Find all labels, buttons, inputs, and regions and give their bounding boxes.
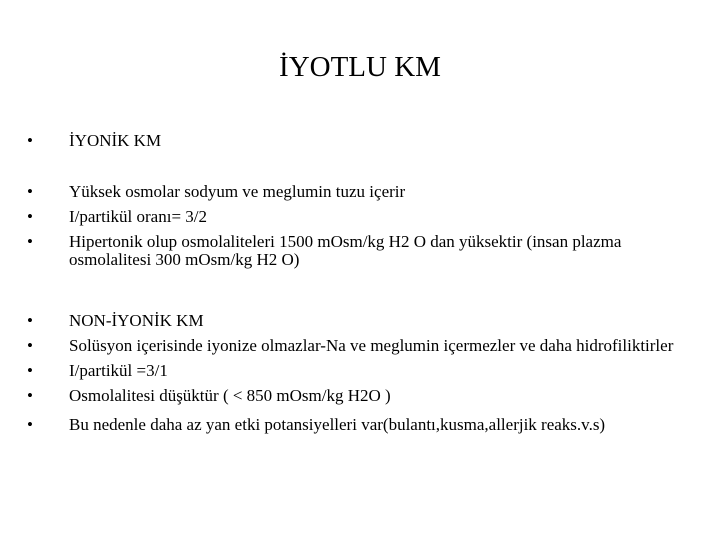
bullet-group-ionic-details <box>27 183 687 276</box>
bullet-item-hypertonic: • Hipertonik olup osmolaliteleri 1500 mOsm/kg H2 O dan yüksektir (insan plazma osmolalitesi 300 mOsm/kg H2 O) <box>27 233 687 269</box>
bullet-item-solution: • Solüsyon içerisinde iyonize olmazlar-Na ve meglumin içermezler ve daha hidrofiliktirler <box>27 337 687 355</box>
bullet-group-nonionic <box>27 312 687 444</box>
bullet-group-ionic-heading <box>27 132 687 157</box>
bullet-item-ionic-km: • İYONİK KM <box>27 132 687 150</box>
bullet-item-side-effects: • Bu nedenle daha az yan etki potansiyelleri var(bulantı,kusma,allerjik reaks.v.s) <box>27 412 687 437</box>
bullet-item-nonionic-km: • NON-İYONİK KM <box>27 312 687 330</box>
bullet-item-high-osmolar: • Yüksek osmolar sodyum ve meglumin tuzu içerir <box>27 183 687 201</box>
bullet-item-iodine-particle-ratio-nonionic: • I/partikül =3/1 <box>27 362 687 380</box>
bullet-item-low-osmolality: • Osmolalitesi düşüktür ( < 850 mOsm/kg H2O ) <box>27 387 687 405</box>
bullet-item-iodine-particle-ratio: • I/partikül oranı= 3/2 <box>27 208 687 226</box>
slide-title: İYOTLU KM <box>279 51 441 83</box>
